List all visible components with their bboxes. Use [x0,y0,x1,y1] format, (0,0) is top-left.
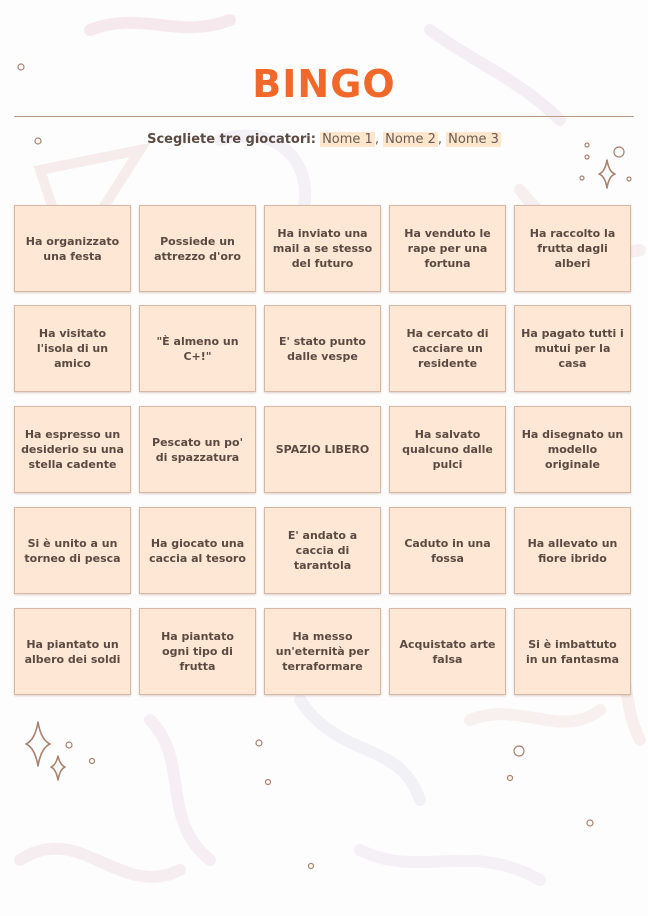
bingo-cell-text: Ha messo un'eternità per terraformare [275,630,370,673]
bingo-cell-text: Possiede un attrezzo d'oro [154,234,241,263]
bingo-cell-text: Ha visitato l'isola di un amico [36,327,109,370]
bingo-cell-text: Ha inviato una mail a se stesso del futuro [272,227,373,270]
bingo-cell-text: Si è unito a un torneo di pesca [24,536,121,565]
bingo-cell[interactable] [139,507,256,594]
bingo-cell[interactable] [264,507,381,594]
bingo-cell-text: Ha allevato un fiore ibrido [527,536,618,565]
decor-dot [508,776,513,781]
decor-dot [66,742,72,748]
bingo-cell-text: Ha giocato una caccia al tesoro [149,536,246,565]
bingo-cell[interactable] [139,608,256,695]
bingo-cell[interactable] [514,406,631,493]
bingo-cell[interactable] [264,305,381,392]
bingo-cell[interactable] [14,205,131,292]
sparkle-icon [599,160,615,188]
bingo-cell-text: Ha espresso un desiderio su una stella cadente [21,428,124,471]
decor-squiggle [20,849,180,877]
bingo-cell[interactable] [514,205,631,292]
bingo-cell-text: Ha venduto le rape per una fortuna [404,227,491,270]
bingo-cell-text: Ha salvato qualcuno dalle pulci [402,428,493,471]
bingo-cell-text: Ha raccolto la frutta dagli alberi [529,227,616,270]
decor-dot [266,780,271,785]
players-separator: , [437,132,442,147]
bingo-cell[interactable] [139,406,256,493]
bingo-cell-text: Caduto in una fossa [404,536,491,565]
decor-dot [627,177,631,181]
bingo-cell[interactable] [514,608,631,695]
bingo-cell-text: Ha pagato tutti i mutui per la casa [521,327,624,370]
decor-dot [90,759,95,764]
decor-dot [580,176,584,180]
decor-squiggle [90,20,230,30]
bingo-cell-text: Si è imbattuto in un fantasma [525,637,620,666]
bingo-cell-text: Ha piantato ogni tipo di frutta [161,630,234,673]
bingo-cell-text: E' stato punto dalle vespe [279,334,366,363]
decor-dot [587,820,593,826]
bingo-cell-text: Ha organizzato una festa [25,234,120,263]
bingo-cell-text: E' andato a caccia di tarantola [287,529,358,572]
bingo-cell-text: "È almeno un C+!" [156,334,239,363]
decor-dot [256,740,262,746]
bingo-cell[interactable] [389,406,506,493]
decor-dot [309,864,314,869]
page-title: BINGO [252,62,396,106]
bingo-cell[interactable] [389,305,506,392]
bingo-cell-free-space[interactable] [264,406,381,493]
decor-dot [585,155,589,159]
bingo-cell-text: SPAZIO LIBERO [275,443,370,456]
players-label: Scegliete tre giocatori: [147,132,316,147]
bingo-cell-text: Ha cercato di cacciare un residente [406,327,489,370]
bingo-cell[interactable] [389,205,506,292]
bingo-cell[interactable] [514,305,631,392]
player-name-field-2[interactable]: Nome 2 [385,132,436,147]
bingo-cell[interactable] [14,507,131,594]
bingo-cell-text: Ha disegnato un modello originale [521,428,624,471]
decor-squiggle [470,710,600,722]
decor-dot [614,147,624,157]
title-divider [14,116,634,117]
bingo-cell[interactable] [14,608,131,695]
player-name-field-1[interactable]: Nome 1 [322,132,373,147]
sparkle-icon [51,756,65,780]
bingo-cell-text: Ha piantato un albero dei soldi [24,637,121,666]
decor-squiggle [360,850,540,880]
decor-squiggle [300,700,420,800]
bingo-cell[interactable] [389,608,506,695]
bingo-cell[interactable] [514,507,631,594]
bingo-cell-text: Pescato un po' di spazzatura [152,435,243,464]
bingo-cell[interactable] [389,507,506,594]
bingo-cell[interactable] [139,205,256,292]
players-line [0,132,648,147]
decor-squiggle [150,720,210,860]
player-name-field-3[interactable]: Nome 3 [448,132,499,147]
bingo-cell[interactable] [139,305,256,392]
bingo-cell-text: Acquistato arte falsa [399,637,496,666]
bingo-cell[interactable] [264,608,381,695]
bingo-cell[interactable] [264,205,381,292]
bingo-cell[interactable] [14,305,131,392]
bingo-cell[interactable] [14,406,131,493]
sparkle-icon [26,722,50,766]
players-separator: , [374,132,379,147]
decor-dot [514,746,524,756]
